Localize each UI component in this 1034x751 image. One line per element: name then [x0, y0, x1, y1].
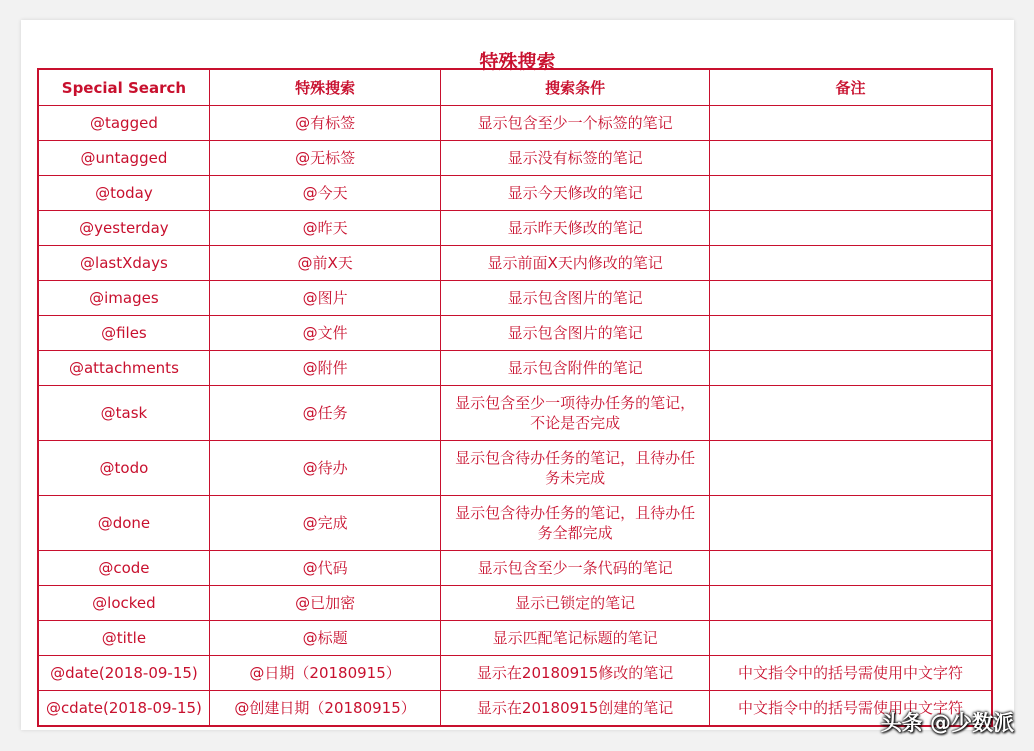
cell-special-search: @locked — [38, 586, 209, 621]
table-row — [38, 441, 992, 496]
table-row — [38, 621, 992, 656]
cell-zh-search: @有标签 — [209, 106, 440, 141]
cell-condition: 显示已锁定的笔记 — [441, 586, 710, 621]
cell-special-search: @today — [38, 176, 209, 211]
table-row — [38, 141, 992, 176]
cell-note — [709, 246, 992, 281]
table-row — [38, 351, 992, 386]
cell-special-search: @images — [38, 281, 209, 316]
cell-condition: 显示包含图片的笔记 — [441, 316, 710, 351]
cell-note — [709, 586, 992, 621]
cell-condition: 显示包含附件的笔记 — [441, 351, 710, 386]
header-zh-search: 特殊搜索 — [209, 69, 440, 106]
cell-note — [709, 621, 992, 656]
table-row — [38, 656, 992, 691]
cell-special-search: @yesterday — [38, 211, 209, 246]
cell-zh-search: @无标签 — [209, 141, 440, 176]
cell-condition: 显示在20180915创建的笔记 — [441, 691, 710, 727]
cell-note — [709, 141, 992, 176]
cell-special-search: @untagged — [38, 141, 209, 176]
cell-special-search: @files — [38, 316, 209, 351]
cell-note — [709, 176, 992, 211]
header-note: 备注 — [709, 69, 992, 106]
table-row — [38, 281, 992, 316]
cell-note — [709, 551, 992, 586]
cell-note — [709, 281, 992, 316]
cell-condition: 显示昨天修改的笔记 — [441, 211, 710, 246]
cell-zh-search: @前X天 — [209, 246, 440, 281]
cell-special-search: @code — [38, 551, 209, 586]
cell-special-search: @lastXdays — [38, 246, 209, 281]
special-search-table — [37, 68, 993, 727]
cell-special-search: @tagged — [38, 106, 209, 141]
cell-zh-search: @附件 — [209, 351, 440, 386]
cell-condition: 显示包含至少一个标签的笔记 — [441, 106, 710, 141]
cell-note — [709, 211, 992, 246]
cell-condition: 显示包含至少一条代码的笔记 — [441, 551, 710, 586]
cell-zh-search: @日期（20180915） — [209, 656, 440, 691]
cell-special-search: @done — [38, 496, 209, 551]
cell-note: 中文指令中的括号需使用中文字符 — [709, 656, 992, 691]
cell-zh-search: @待办 — [209, 441, 440, 496]
cell-note — [709, 496, 992, 551]
watermark: 头条 @少数派 — [880, 711, 1014, 735]
table-row — [38, 176, 992, 211]
cell-zh-search: @代码 — [209, 551, 440, 586]
cell-zh-search: @昨天 — [209, 211, 440, 246]
cell-condition: 显示包含图片的笔记 — [441, 281, 710, 316]
cell-condition: 显示没有标签的笔记 — [441, 141, 710, 176]
table-row — [38, 211, 992, 246]
cell-zh-search: @任务 — [209, 386, 440, 441]
cell-note — [709, 316, 992, 351]
table-row — [38, 316, 992, 351]
cell-zh-search: @文件 — [209, 316, 440, 351]
table-row — [38, 246, 992, 281]
table-header-row — [38, 69, 992, 106]
table-row — [38, 496, 992, 551]
cell-zh-search: @完成 — [209, 496, 440, 551]
cell-note: 中文指令中的括号需使用中文字符 — [709, 691, 992, 727]
table-row — [38, 386, 992, 441]
table-row — [38, 691, 992, 727]
cell-condition: 显示包含待办任务的笔记，且待办任务全都完成 — [441, 496, 710, 551]
cell-special-search: @cdate(2018-09-15) — [38, 691, 209, 727]
header-condition: 搜索条件 — [441, 69, 710, 106]
cell-special-search: @todo — [38, 441, 209, 496]
header-special-search: Special Search — [38, 69, 209, 106]
cell-special-search: @title — [38, 621, 209, 656]
cell-special-search: @date(2018-09-15) — [38, 656, 209, 691]
table-row — [38, 106, 992, 141]
cell-note — [709, 386, 992, 441]
cell-zh-search: @今天 — [209, 176, 440, 211]
cell-zh-search: @创建日期（20180915） — [209, 691, 440, 727]
cell-condition: 显示包含至少一项待办任务的笔记，不论是否完成 — [441, 386, 710, 441]
cell-condition: 显示匹配笔记标题的笔记 — [441, 621, 710, 656]
cell-special-search: @task — [38, 386, 209, 441]
cell-condition: 显示今天修改的笔记 — [441, 176, 710, 211]
table-row — [38, 551, 992, 586]
page-title: 特殊搜索 — [479, 51, 556, 73]
cell-zh-search: @图片 — [209, 281, 440, 316]
cell-note — [709, 351, 992, 386]
cell-condition: 显示包含待办任务的笔记，且待办任务未完成 — [441, 441, 710, 496]
cell-condition: 显示前面X天内修改的笔记 — [441, 246, 710, 281]
cell-note — [709, 441, 992, 496]
cell-special-search: @attachments — [38, 351, 209, 386]
cell-zh-search: @标题 — [209, 621, 440, 656]
cell-note — [709, 106, 992, 141]
cell-condition: 显示在20180915修改的笔记 — [441, 656, 710, 691]
table-row — [38, 586, 992, 621]
cell-zh-search: @已加密 — [209, 586, 440, 621]
